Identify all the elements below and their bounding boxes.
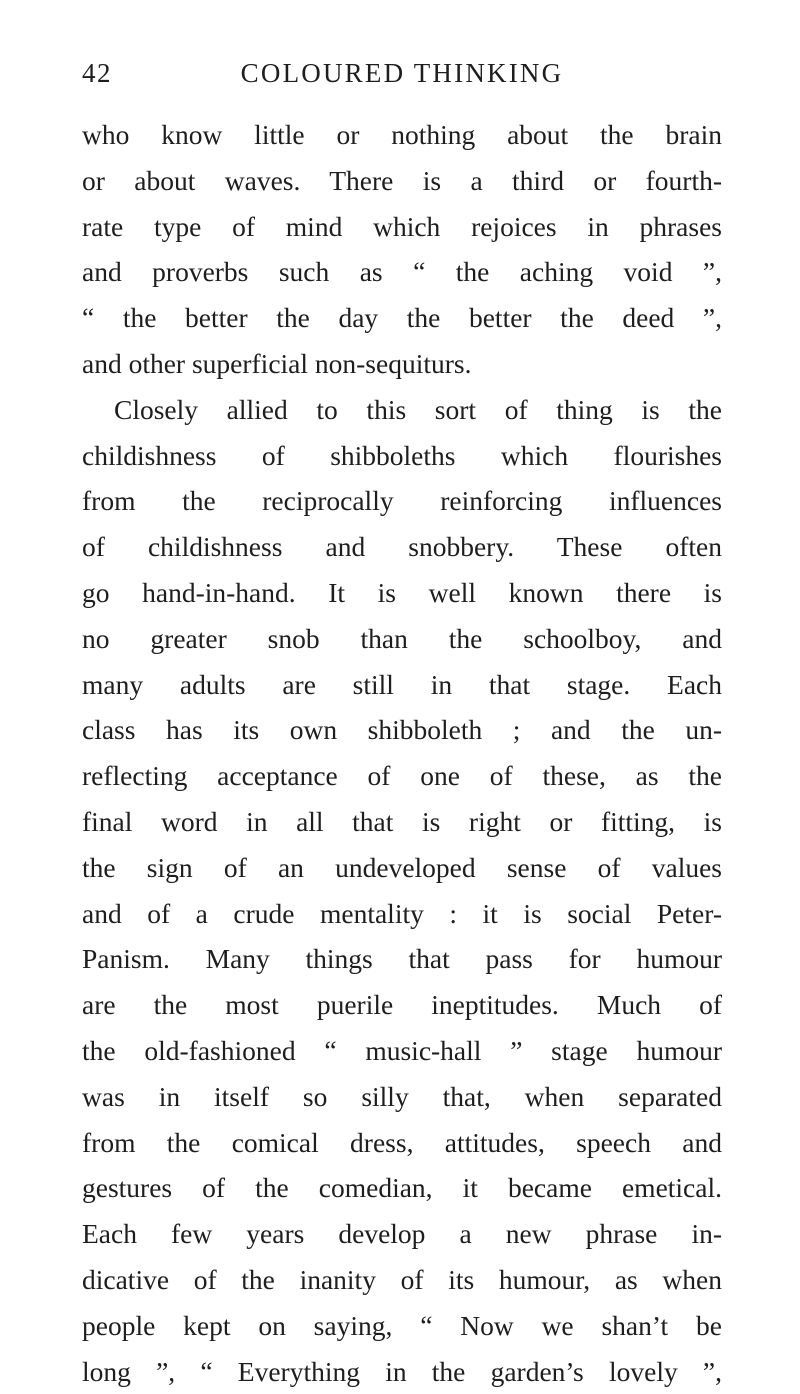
text-line: no greater snob than the schoolboy, and	[82, 622, 722, 654]
text-line: class has its own shibboleth ; and the un-	[82, 714, 722, 746]
text-line: are the most puerile ineptitudes. Much of	[82, 989, 722, 1021]
text-line: reflecting acceptance of one of these, as the	[82, 760, 722, 792]
text-line: of childishness and snobbery. These often	[82, 531, 722, 563]
text-line: from the reciprocally reinforcing influences	[82, 485, 722, 517]
text-line: was in itself so silly that, when separated	[82, 1080, 722, 1112]
text-line: the old-fashioned “ music-hall ” stage humour	[82, 1034, 722, 1066]
text-line: Closely allied to this sort of thing is the	[114, 393, 722, 425]
text-line: childishness of shibboleths which flourishes	[82, 439, 722, 471]
text-line: final word in all that is right or fitting, is	[82, 805, 722, 837]
text-line: people kept on saying, “ Now we shan’t be	[82, 1309, 722, 1341]
body-text	[82, 112, 722, 1394]
running-head: COLOURED THINKING	[240, 58, 564, 88]
text-line: Panism. Many things that pass for humour	[82, 943, 722, 975]
text-line: “ the better the day the better the deed ”,	[82, 302, 722, 334]
text-line: and other superficial non-sequiturs.	[82, 347, 472, 379]
text-line: Each few years develop a new phrase in-	[82, 1218, 722, 1250]
text-line: long ”, “ Everything in the garden’s lovely ”,	[82, 1355, 722, 1387]
text-line: or about waves. There is a third or fourth-	[82, 164, 722, 196]
text-line: from the comical dress, attitudes, speech and	[82, 1126, 722, 1158]
page-number: 42	[82, 58, 112, 88]
text-line: many adults are still in that stage. Each	[82, 668, 722, 700]
text-line: rate type of mind which rejoices in phrases	[82, 210, 722, 242]
text-line: dicative of the inanity of its humour, as when	[82, 1263, 722, 1295]
page-header	[82, 58, 722, 98]
text-line: gestures of the comedian, it became emetical.	[82, 1172, 722, 1204]
text-line: the sign of an undeveloped sense of values	[82, 851, 722, 883]
text-line: go hand-in-hand. It is well known there is	[82, 576, 722, 608]
text-line: and proverbs such as “ the aching void ”,	[82, 256, 722, 288]
text-line: who know little or nothing about the brain	[82, 119, 722, 150]
text-line: and of a crude mentality : it is social Peter-	[82, 897, 722, 929]
